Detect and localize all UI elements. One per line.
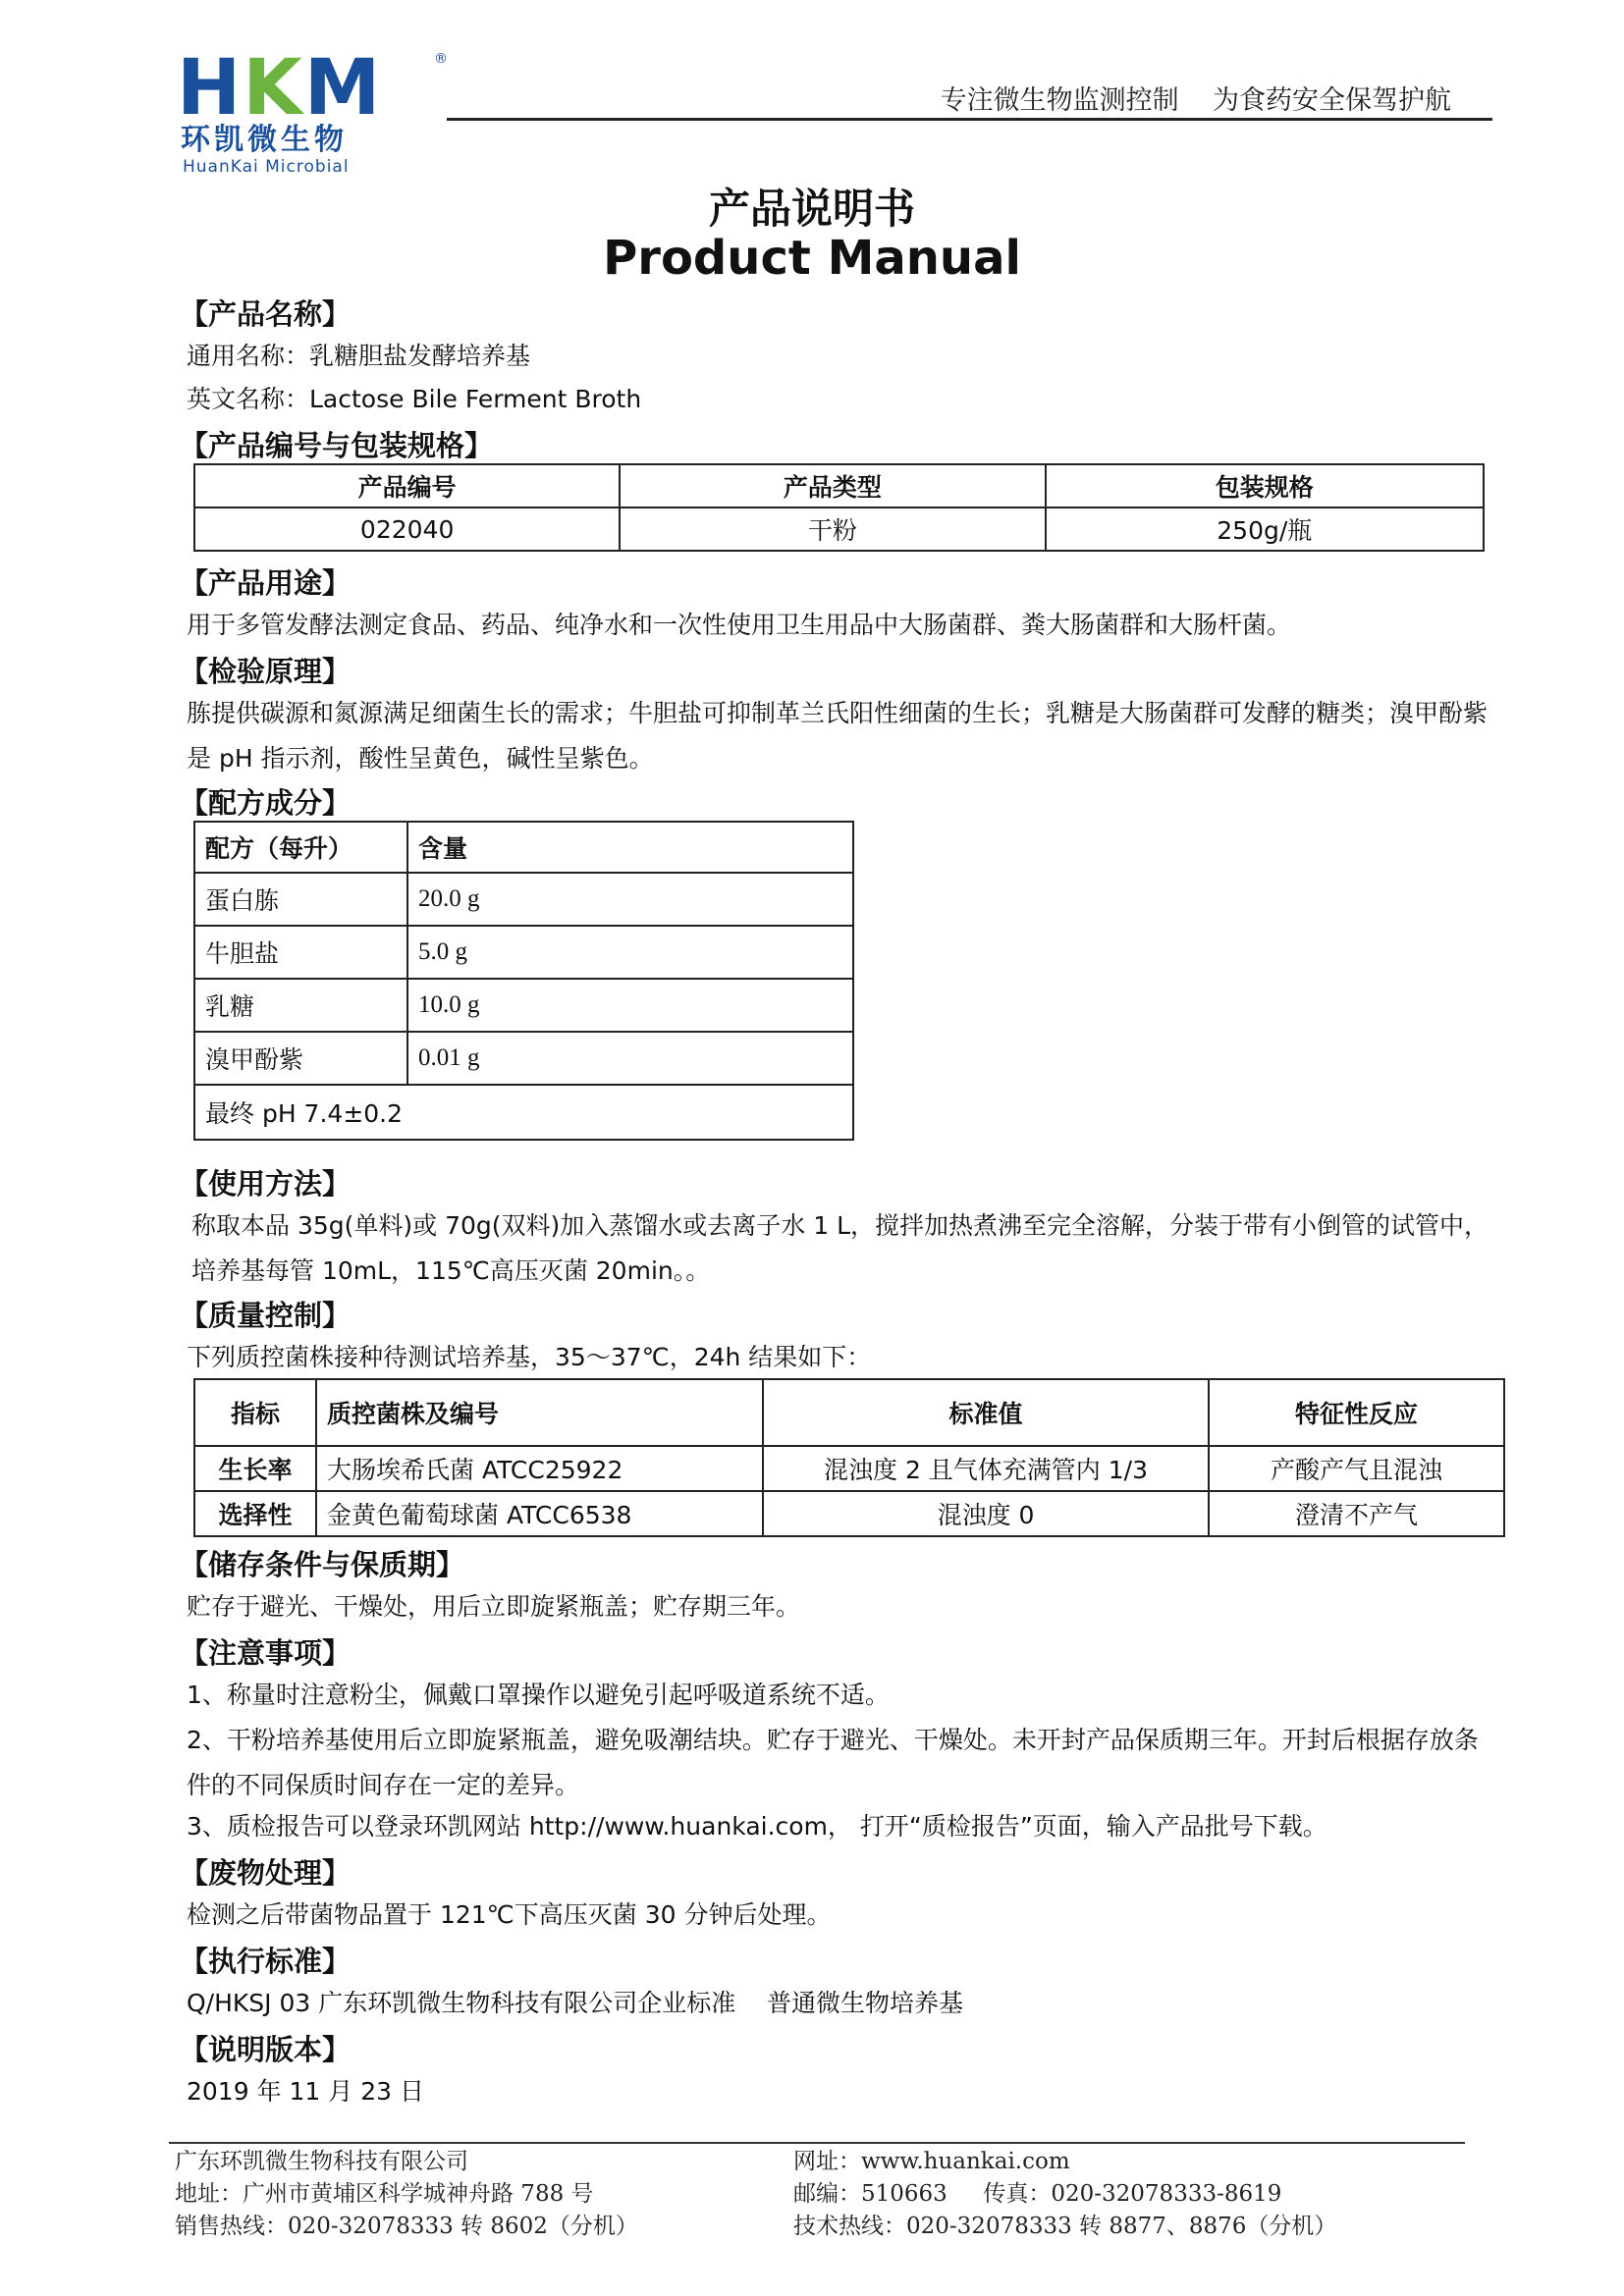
ingredient-amount: 20.0 g bbox=[407, 873, 853, 926]
footer-tech-hotline: 技术热线：020-32078333 转 8877、8876（分机） bbox=[793, 2214, 1337, 2239]
formula-header-amount: 含量 bbox=[407, 822, 853, 873]
logo-mark: HKM bbox=[177, 44, 383, 133]
section-heading-method: 【使用方法】 bbox=[180, 1167, 352, 1201]
common-name: 通用名称：乳糖胆盐发酵培养基 bbox=[187, 342, 531, 370]
section-heading-quality: 【质量控制】 bbox=[180, 1299, 352, 1332]
product-code: 022040 bbox=[194, 507, 620, 551]
quality-table bbox=[193, 1378, 1505, 1537]
footer-company: 广东环凯微生物科技有限公司 bbox=[175, 2149, 468, 2174]
title-english: Product Manual bbox=[603, 231, 1021, 286]
section-heading-storage: 【储存条件与保质期】 bbox=[180, 1548, 465, 1581]
quality-header-indicator: 指标 bbox=[194, 1379, 316, 1446]
standard-text: Q/HKSJ 03 广东环凯微生物科技有限公司企业标准 普通微生物培养基 bbox=[187, 1989, 964, 2017]
note-item: 2、干粉培养基使用后立即旋紧瓶盖，避免吸潮结块。贮存于避光、干燥处。未开封产品保质期三年。开封后根据存放条件的不同保质时间存在一定的差异。 bbox=[187, 1726, 1479, 1799]
table-row bbox=[194, 873, 853, 926]
section-heading-packaging: 【产品编号与包装规格】 bbox=[180, 429, 494, 462]
header-divider bbox=[447, 118, 1492, 121]
packaging-header-code: 产品编号 bbox=[194, 464, 620, 507]
footer-postcode-fax: 邮编：510663 传真：020-32078333-8619 bbox=[793, 2181, 1282, 2207]
logo-english-name: HuanKai Microbial bbox=[183, 157, 350, 177]
version-date: 2019 年 11 月 23 日 bbox=[187, 2077, 424, 2106]
ingredient-name: 蛋白胨 bbox=[194, 873, 407, 926]
ingredient-name: 乳糖 bbox=[194, 979, 407, 1032]
principle-text: 胨提供碳源和氮源满足细菌生长的需求；牛胆盐可抑制革兰氏阳性细菌的生长；乳糖是大肠菌群可发酵的糖类；溴甲酚紫是 pH 指示剂，酸性呈黄色，碱性呈紫色。 bbox=[187, 699, 1489, 773]
storage-text: 贮存于避光、干燥处，用后立即旋紧瓶盖；贮存期三年。 bbox=[187, 1592, 801, 1621]
quality-reaction: 产酸产气且混浊 bbox=[1209, 1446, 1504, 1491]
registered-mark: ® bbox=[434, 51, 448, 67]
quality-indicator: 生长率 bbox=[194, 1446, 316, 1491]
header-slogan: 专注微生物监测控制 为食药安全保驾护航 bbox=[940, 85, 1451, 116]
quality-header-reaction: 特征性反应 bbox=[1209, 1379, 1504, 1446]
logo-chinese-name: 环凯微生物 bbox=[181, 123, 348, 157]
section-heading-disposal: 【废物处理】 bbox=[180, 1856, 352, 1890]
final-ph: 最终 pH 7.4±0.2 bbox=[194, 1085, 853, 1140]
section-heading-principle: 【检验原理】 bbox=[180, 655, 352, 688]
footer-sales-hotline: 销售热线：020-32078333 转 8602（分机） bbox=[175, 2214, 638, 2239]
footer-website: 网址：www.huankai.com bbox=[793, 2149, 1070, 2174]
title-chinese: 产品说明书 bbox=[708, 185, 915, 233]
section-heading-notes: 【注意事项】 bbox=[180, 1636, 352, 1670]
table-row bbox=[194, 1085, 853, 1140]
section-heading-version: 【说明版本】 bbox=[180, 2033, 352, 2066]
table-row bbox=[194, 1491, 1504, 1536]
ingredient-amount: 10.0 g bbox=[407, 979, 853, 1032]
ingredient-amount: 0.01 g bbox=[407, 1032, 853, 1085]
quality-strain: 金黄色葡萄球菌 ATCC6538 bbox=[316, 1491, 763, 1536]
ingredient-amount: 5.0 g bbox=[407, 926, 853, 979]
usage-text: 用于多管发酵法测定食品、药品、纯净水和一次性使用卫生用品中大肠菌群、粪大肠菌群和大肠杆菌。 bbox=[187, 611, 1292, 639]
quality-indicator: 选择性 bbox=[194, 1491, 316, 1536]
product-type: 干粉 bbox=[620, 507, 1045, 551]
quality-header-standard: 标准值 bbox=[763, 1379, 1209, 1446]
table-row bbox=[194, 1446, 1504, 1491]
quality-intro: 下列质控菌株接种待测试培养基，35～37℃，24h 结果如下： bbox=[187, 1343, 872, 1371]
footer-divider bbox=[169, 2142, 1465, 2144]
packaging-table bbox=[193, 463, 1485, 552]
packaging-header-spec: 包装规格 bbox=[1046, 464, 1484, 507]
disposal-text: 检测之后带菌物品置于 121℃下高压灭菌 30 分钟后处理。 bbox=[187, 1900, 832, 1929]
table-row bbox=[194, 979, 853, 1032]
quality-standard: 混浊度 0 bbox=[763, 1491, 1209, 1536]
section-heading-formula: 【配方成分】 bbox=[180, 786, 352, 820]
quality-reaction: 澄清不产气 bbox=[1209, 1491, 1504, 1536]
company-logo bbox=[177, 44, 452, 177]
packaging-header-type: 产品类型 bbox=[620, 464, 1045, 507]
package-spec: 250g/瓶 bbox=[1046, 507, 1484, 551]
section-heading-usage: 【产品用途】 bbox=[180, 566, 352, 600]
quality-strain: 大肠埃希氏菌 ATCC25922 bbox=[316, 1446, 763, 1491]
ingredient-name: 牛胆盐 bbox=[194, 926, 407, 979]
quality-header-strain: 质控菌株及编号 bbox=[316, 1379, 763, 1446]
method-text: 称取本品 35g(单料)或 70g(双料)加入蒸馏水或去离子水 1 L，搅拌加热煮沸至完全溶解，分装于带有小倒管的试管中，培养基每管 10mL，115℃高压灭菌 20min。。 bbox=[191, 1211, 1489, 1285]
note-item: 1、称量时注意粉尘，佩戴口罩操作以避免引起呼吸道系统不适。 bbox=[187, 1681, 890, 1709]
footer-address: 地址：广州市黄埔区科学城神舟路 788 号 bbox=[175, 2181, 594, 2207]
ingredient-name: 溴甲酚紫 bbox=[194, 1032, 407, 1085]
note-item: 3、质检报告可以登录环凯网站 http://www.huankai.com， 打开“质检报告”页面，输入产品批号下载。 bbox=[187, 1812, 1327, 1841]
section-heading-standard: 【执行标准】 bbox=[180, 1945, 352, 1978]
section-heading-product-name: 【产品名称】 bbox=[180, 297, 352, 331]
table-row bbox=[194, 926, 853, 979]
formula-header-ingredient: 配方（每升） bbox=[194, 822, 407, 873]
formula-table bbox=[193, 821, 854, 1141]
table-row bbox=[194, 1032, 853, 1085]
english-name: 英文名称：Lactose Bile Ferment Broth bbox=[187, 385, 642, 413]
table-row bbox=[194, 507, 1484, 551]
quality-standard: 混浊度 2 且气体充满管内 1/3 bbox=[763, 1446, 1209, 1491]
